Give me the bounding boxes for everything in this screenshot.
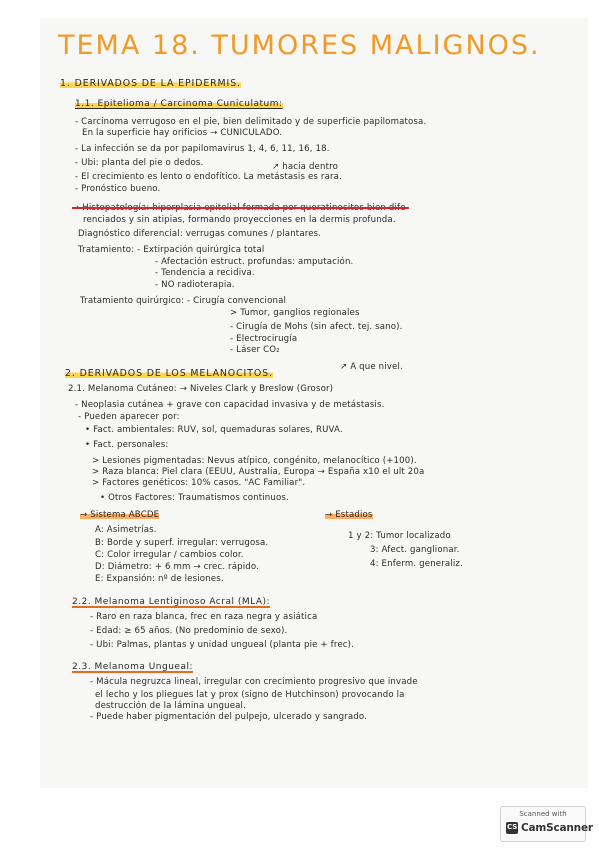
section-heading: 1. DERIVADOS DE LA EPIDERMIS. (60, 78, 241, 89)
note-line: - Tendencia a recidiva. (155, 268, 255, 278)
note-line: > Tumor, ganglios regionales (230, 308, 360, 318)
note-line: Tratamiento quirúrgico: - Cirugía convencional (80, 296, 287, 306)
note-line: Tratamiento: - Extirpación quirúrgica total (78, 245, 265, 255)
note-line: • Fact. personales: (85, 440, 169, 450)
note-line: B: Borde y superf. irregular: verrugosa. (95, 538, 269, 548)
subsection-heading: 2.2. Melanoma Lentiginoso Acral (MLA): (72, 597, 271, 607)
annotation: ↗ hacia dentro (272, 162, 339, 172)
note-line: E: Expansión: nº de lesiones. (95, 574, 224, 584)
note-line: - Láser CO₂ (230, 345, 280, 355)
note-line: D: Diámetro: + 6 mm → crec. rápido. (95, 562, 260, 572)
note-line: - Pronóstico bueno. (75, 184, 161, 194)
note-line: - La infección se da por papilomavirus 1, 4, 6, 11, 16, 18. (75, 144, 330, 154)
note-line: - Afectación estruct. profundas: amputación. (155, 257, 354, 267)
note-line: - Neoplasia cutánea + grave con capacidad invasiva y de metástasis. (75, 400, 385, 410)
note-line: - Edad: ≥ 65 años. (No predominio de sexo). (90, 626, 288, 636)
note-line: - Electrocirugía (230, 334, 298, 344)
note-line: • Otros Factores: Traumatismos continuos. (100, 493, 289, 503)
note-line: - Ubi: planta del pie o dedos. (75, 158, 204, 168)
note-line: C: Color irregular / cambios color. (95, 550, 244, 560)
note-line: - El crecimiento es lento o endofítico. La metástasis es rara. (75, 172, 342, 182)
note-line: - Ubi: Palmas, plantas y unidad ungueal (planta pie + frec). (90, 640, 355, 650)
note-line: → Sistema ABCDE (80, 510, 160, 520)
note-line: 1 y 2: Tumor localizado (348, 531, 451, 541)
note-line: > Raza blanca: Piel clara (EEUU, Australia, Europa → España x10 el ult 20a (92, 467, 425, 477)
note-line: → Histopatología: hiperplasia epitelial formada por queratinocitos bien dife- (72, 203, 409, 213)
camscanner-app-name: CamScanner (521, 822, 593, 834)
note-line: Diagnóstico diferencial: verrugas comunes / plantares. (78, 229, 322, 239)
note-line: A: Asimetrías. (95, 525, 157, 535)
camscanner-watermark (500, 806, 593, 842)
note-line: > Factores genéticos: 10% casos. "AC Familiar". (92, 478, 306, 488)
note-line: - NO radioterapia. (155, 280, 235, 290)
note-line: 3: Afect. ganglionar. (370, 545, 460, 555)
note-line: 4: Enferm. generaliz. (370, 559, 463, 569)
note-line: renciados y sin atipias, formando proyecciones en la dermis profunda. (83, 215, 396, 225)
note-line: destrucción de la lámina ungueal. (95, 701, 246, 711)
camscanner-logo-icon (506, 822, 518, 834)
note-line: - Mácula negruzca lineal, irregular con crecimiento progresivo que invade (90, 677, 418, 687)
subsection-heading: 2.1. Melanoma Cutáneo: → Niveles Clark y Breslow (Grosor) (68, 384, 334, 394)
note-line: → Estadios (325, 510, 373, 520)
annotation: ↗ A que nivel. (340, 362, 403, 372)
section-heading: 2. DERIVADOS DE LOS MELANOCITOS. (65, 368, 273, 379)
page-title: TEMA 18. TUMORES MALIGNOS. (58, 30, 541, 61)
note-line: - Raro en raza blanca, frec en raza negra y asiática (90, 612, 318, 622)
note-line: - Pueden aparecer por: (78, 412, 180, 422)
note-line: > Lesiones pigmentadas: Nevus atípico, congénito, melanocítico (+100). (92, 456, 417, 466)
scanned-with-label: Scanned with (519, 810, 567, 818)
note-line: - Carcinoma verrugoso en el pie, bien delimitado y de superficie papilomatosa. (75, 117, 427, 127)
note-line: • Fact. ambientales: RUV, sol, quemaduras solares, RUVA. (85, 425, 343, 435)
subsection-heading: 2.3. Melanoma Ungueal: (72, 662, 193, 672)
note-line: el lecho y los pliegues lat y prox (signo de Hutchinson) provocando la (95, 690, 405, 700)
subsection-heading: 1.1. Epitelioma / Carcinoma Cuniculatum: (75, 99, 283, 109)
note-line: En la superficie hay orificios → CUNICULADO. (82, 128, 283, 138)
note-line: - Cirugía de Mohs (sin afect. tej. sano). (230, 322, 403, 332)
note-line: - Puede haber pigmentación del pulpejo, ulcerado y sangrado. (90, 712, 368, 722)
